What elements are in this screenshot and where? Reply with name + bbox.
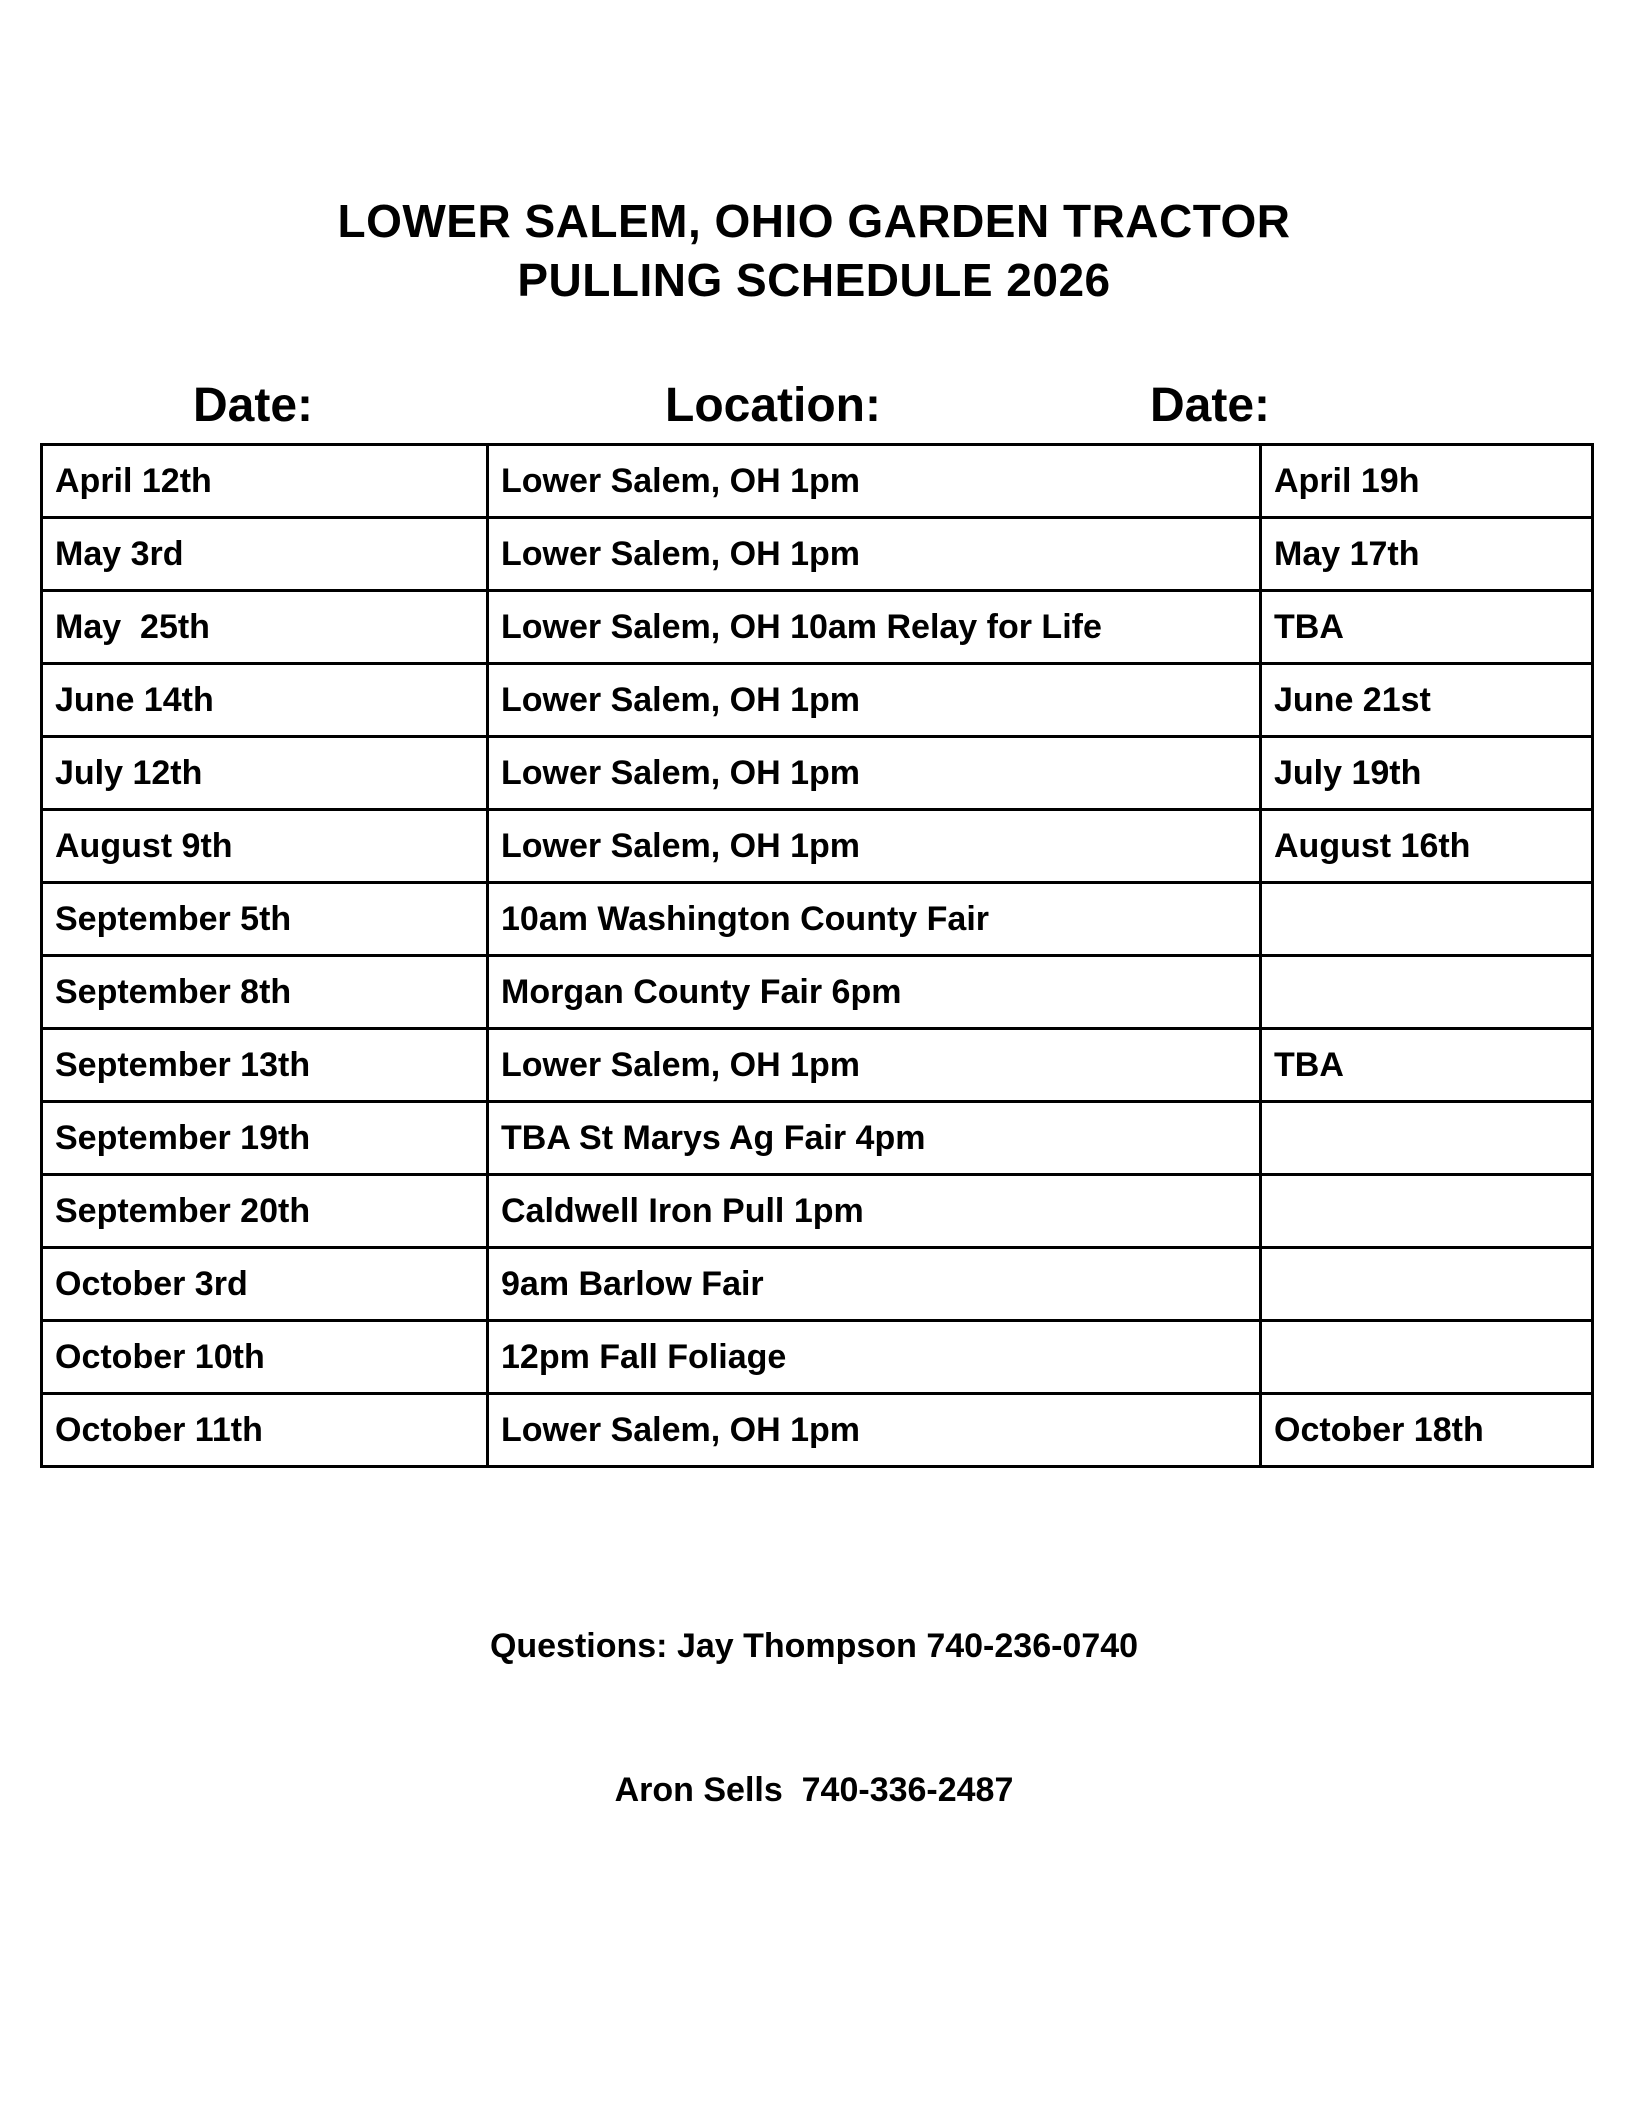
cell-date2: June 21st (1261, 664, 1593, 737)
cell-location: Morgan County Fair 6pm (488, 956, 1261, 1029)
contact-line2: Aron Sells 740-336-2487 (614, 1771, 1014, 1809)
cell-location: TBA St Marys Ag Fair 4pm (488, 1102, 1261, 1175)
page-title-line2: PULLING SCHEDULE 2026 (517, 254, 1111, 306)
cell-date: September 19th (42, 1102, 488, 1175)
cell-date: September 5th (42, 883, 488, 956)
cell-location: Lower Salem, OH 10am Relay for Life (488, 591, 1261, 664)
table-column-headers (0, 378, 1628, 438)
cell-date: September 13th (42, 1029, 488, 1102)
table-row (42, 591, 1593, 664)
cell-date2: August 16th (1261, 810, 1593, 883)
column-header-location: Location: (665, 379, 881, 432)
cell-date2: July 19th (1261, 737, 1593, 810)
cell-location: 12pm Fall Foliage (488, 1321, 1261, 1394)
cell-date: July 12th (42, 737, 488, 810)
cell-date: June 14th (42, 664, 488, 737)
cell-date2 (1261, 956, 1593, 1029)
cell-location: Lower Salem, OH 1pm (488, 518, 1261, 591)
cell-date: October 3rd (42, 1248, 488, 1321)
cell-location: Caldwell Iron Pull 1pm (488, 1175, 1261, 1248)
cell-date2: April 19h (1261, 445, 1593, 518)
table-row (42, 1102, 1593, 1175)
cell-date2 (1261, 1175, 1593, 1248)
cell-date: May 3rd (42, 518, 488, 591)
table-row (42, 664, 1593, 737)
table-row (42, 1394, 1593, 1467)
column-header-date-right: Date: (1150, 379, 1271, 432)
table-row (42, 518, 1593, 591)
schedule-table (40, 443, 1594, 1468)
cell-location: Lower Salem, OH 1pm (488, 810, 1261, 883)
cell-location: Lower Salem, OH 1pm (488, 1029, 1261, 1102)
cell-date: May 25th (42, 591, 488, 664)
table-row (42, 445, 1593, 518)
cell-date: September 8th (42, 956, 488, 1029)
cell-date2 (1261, 1102, 1593, 1175)
cell-date: August 9th (42, 810, 488, 883)
table-row (42, 1321, 1593, 1394)
table-row (42, 956, 1593, 1029)
cell-location: Lower Salem, OH 1pm (488, 737, 1261, 810)
cell-date: September 20th (42, 1175, 488, 1248)
page-title (0, 192, 1628, 310)
cell-date2 (1261, 1321, 1593, 1394)
cell-location: 9am Barlow Fair (488, 1248, 1261, 1321)
table-row (42, 1175, 1593, 1248)
cell-location: Lower Salem, OH 1pm (488, 445, 1261, 518)
cell-location: 10am Washington County Fair (488, 883, 1261, 956)
contact-line1: Questions: Jay Thompson 740-236-0740 (489, 1627, 1139, 1665)
table-row (42, 1248, 1593, 1321)
cell-date2: October 18th (1261, 1394, 1593, 1467)
cell-date: October 11th (42, 1394, 488, 1467)
cell-date2: TBA (1261, 591, 1593, 664)
cell-date2 (1261, 883, 1593, 956)
cell-date: October 10th (42, 1321, 488, 1394)
table-row (42, 737, 1593, 810)
table-row (42, 883, 1593, 956)
cell-date2 (1261, 1248, 1593, 1321)
page-title-line1: LOWER SALEM, OHIO GARDEN TRACTOR (337, 195, 1291, 247)
contact-footer (0, 1526, 1628, 1862)
column-header-date-left: Date: (193, 379, 314, 432)
cell-date: April 12th (42, 445, 488, 518)
cell-location: Lower Salem, OH 1pm (488, 664, 1261, 737)
cell-location: Lower Salem, OH 1pm (488, 1394, 1261, 1467)
table-row (42, 810, 1593, 883)
cell-date2: May 17th (1261, 518, 1593, 591)
table-row (42, 1029, 1593, 1102)
cell-date2: TBA (1261, 1029, 1593, 1102)
